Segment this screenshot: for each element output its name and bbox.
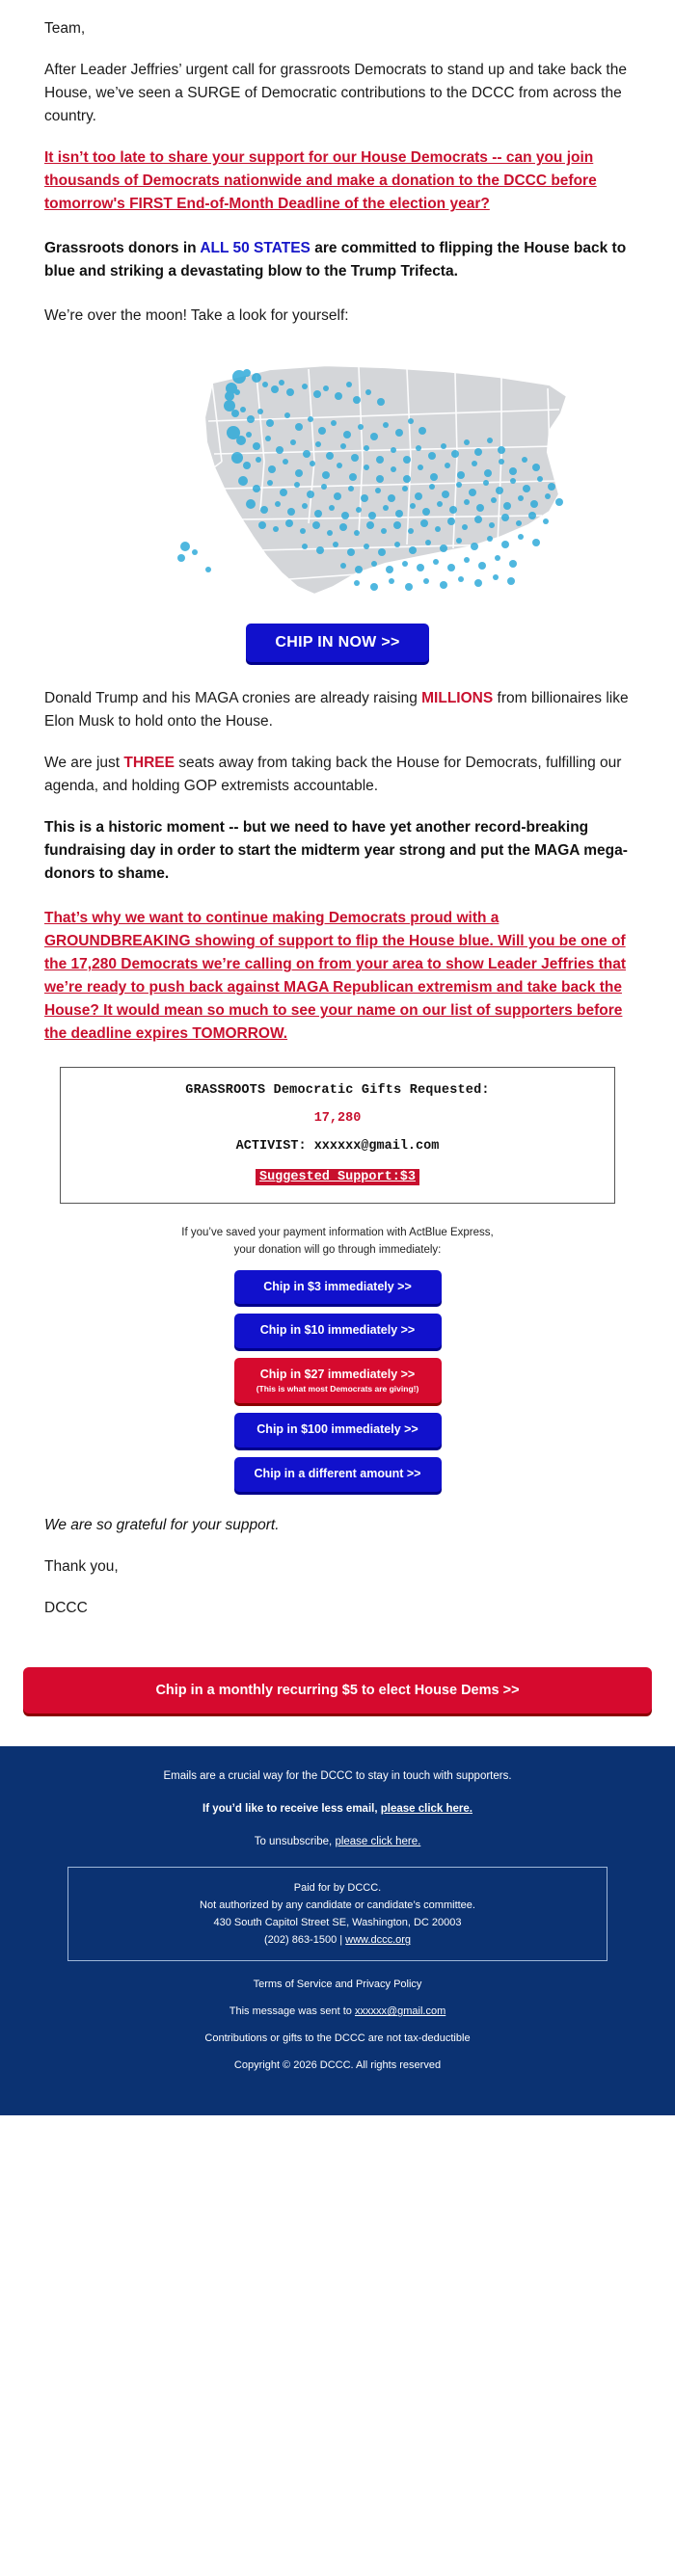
- map-donor-dot: [365, 389, 371, 395]
- express-note-line1: If you’ve saved your payment information with ActBlue Express,: [181, 1227, 494, 1239]
- disclaimer-not-authorized: Not authorized by any candidate or candidate’s committee.: [200, 1899, 475, 1911]
- map-donor-dot: [503, 502, 511, 510]
- three-highlight: THREE: [123, 755, 175, 772]
- states-highlight: ALL 50 STATES: [200, 240, 310, 257]
- footer-line-unsubscribe: [39, 1833, 636, 1850]
- map-donor-dot: [501, 514, 509, 521]
- map-donor-dot: [405, 583, 413, 591]
- map-donor-dot: [337, 463, 342, 468]
- map-donor-dot: [478, 562, 486, 570]
- chip-in-now-row: [44, 624, 631, 662]
- map-donor-dot: [340, 443, 346, 449]
- map-donor-dot: [383, 505, 389, 511]
- amount-row-3: [44, 1413, 631, 1447]
- groundbreaking-link-paragraph[interactable]: That’s why we want to continue making Democrats proud with a GROUNDBREAKING showing of support to flip the House blue. Will you be one of the 17,280 Democrats we’re calling on from your area to show Leader Jeffries that we’re ready to push back against MAGA Republican extremism and take back the House? It would mean so much to see your name on our list of supporters before the deadline expires TOMORROW.: [44, 910, 626, 1043]
- map-donor-dot: [310, 461, 315, 466]
- map-donor-dot: [425, 540, 431, 545]
- less-email-link[interactable]: please click here.: [380, 1803, 472, 1816]
- map-donor-dot: [180, 542, 190, 551]
- map-donor-dot: [313, 390, 321, 398]
- map-donor-dot: [286, 388, 294, 396]
- map-donor-dot: [285, 519, 293, 527]
- map-donor-dot: [335, 392, 342, 400]
- gift-receipt-box: [60, 1067, 615, 1204]
- map-donor-dot: [509, 560, 517, 568]
- monthly-recurring-button[interactable]: Chip in a monthly recurring $5 to elect House Dems >>: [23, 1667, 652, 1713]
- footer-line-less-email: [39, 1800, 636, 1818]
- map-donor-dot: [522, 457, 527, 463]
- map-donor-dot: [493, 574, 499, 580]
- map-donor-dot: [449, 506, 457, 514]
- disclaimer-contact: [76, 1931, 599, 1949]
- map-donor-dot: [265, 436, 271, 441]
- map-donor-dot: [474, 516, 482, 523]
- map-donor-dot: [302, 384, 308, 389]
- map-donor-dot: [253, 485, 260, 492]
- map-donor-dot: [262, 382, 268, 387]
- disclaimer-address: 430 South Capitol Street SE, Washington, DC 20003: [213, 1917, 462, 1929]
- map-donor-dot: [418, 427, 426, 435]
- amount-row-2: [44, 1358, 631, 1403]
- map-donor-dot: [402, 561, 408, 567]
- amount-row-0: [44, 1270, 631, 1305]
- map-donor-dot: [358, 424, 364, 430]
- map-donor-dot: [247, 415, 255, 423]
- map-donor-dot: [355, 566, 363, 573]
- map-donor-dot: [532, 464, 540, 471]
- receipt-activist: [70, 1139, 605, 1154]
- map-donor-dot: [341, 512, 349, 519]
- map-donor-dot: [428, 452, 436, 460]
- map-donor-dot: [445, 463, 450, 468]
- map-donor-dot: [314, 510, 322, 518]
- map-donor-dot: [246, 499, 256, 509]
- map-donor-dot: [312, 521, 320, 529]
- map-donor-dot: [364, 544, 369, 549]
- map-donor-dot: [507, 577, 515, 585]
- map-donor-dot: [224, 400, 235, 412]
- map-donor-dot: [346, 382, 352, 387]
- map-donor-dot: [394, 542, 400, 547]
- receipt-count: 17,280: [313, 1111, 362, 1127]
- map-donor-dot: [351, 454, 359, 462]
- map-donor-dot: [326, 452, 334, 460]
- map-donor-dot: [457, 471, 465, 479]
- map-donor-dot: [318, 427, 326, 435]
- receipt-header: GRASSROOTS Democratic Gifts Requested:: [185, 1083, 490, 1099]
- map-donor-dot: [302, 544, 308, 549]
- three-post: seats away from taking back the House for Democrats, fulfilling our agenda, and holding GOP extremists accountable.: [44, 755, 622, 795]
- map-donor-dot: [334, 492, 341, 500]
- map-donor-dot: [356, 507, 362, 513]
- map-donor-dot: [393, 521, 401, 529]
- map-donor-dot: [271, 385, 279, 393]
- unsub-pre: To unsubscribe,: [254, 1836, 336, 1848]
- map-donor-dot: [555, 498, 563, 506]
- donate-other-label: Chip in a different amount >>: [254, 1466, 421, 1480]
- signature-line: DCCC: [44, 1599, 88, 1616]
- map-donor-dot: [395, 429, 403, 437]
- map-donor-dot: [256, 457, 261, 463]
- donate-27-button[interactable]: [234, 1358, 442, 1403]
- map-donor-dot: [246, 432, 252, 438]
- map-donor-dot: [267, 480, 273, 486]
- map-donor-dot: [243, 369, 251, 377]
- chip-in-now-button[interactable]: CHIP IN NOW >>: [246, 624, 428, 662]
- map-donor-dot: [516, 520, 522, 526]
- map-donor-dot: [408, 418, 414, 424]
- donor-map: [44, 346, 631, 606]
- suggested-support-link[interactable]: Suggested Support:$3: [256, 1169, 419, 1185]
- map-donor-dot: [275, 501, 281, 507]
- map-donor-dot: [442, 491, 449, 498]
- map-donor-dot: [268, 465, 276, 473]
- map-donor-dot: [543, 518, 549, 524]
- map-donor-dot: [537, 476, 543, 482]
- all-states-paragraph: [44, 237, 631, 283]
- trump-pre: Donald Trump and his MAGA cronies are already raising: [44, 690, 422, 707]
- map-donor-dot: [205, 567, 211, 572]
- sent-to-email-link[interactable]: xxxxxx@gmail.com: [354, 2005, 446, 2018]
- map-donor-dot: [435, 526, 441, 532]
- map-donor-dot: [333, 542, 338, 547]
- map-donor-dot: [403, 456, 411, 464]
- map-donor-dot: [476, 504, 484, 512]
- map-donor-dot: [283, 459, 288, 465]
- map-donor-dot: [290, 439, 296, 445]
- map-donor-dot: [501, 541, 509, 548]
- map-donor-dot: [279, 380, 284, 385]
- map-donor-dot: [545, 493, 551, 499]
- map-donor-dot: [177, 554, 185, 562]
- map-donor-dot: [523, 485, 530, 492]
- map-donor-dot: [487, 438, 493, 443]
- map-donor-dot: [349, 473, 357, 481]
- map-donor-dot: [354, 530, 360, 536]
- map-donor-dot: [300, 528, 306, 534]
- map-donor-dot: [499, 459, 504, 465]
- map-donor-dot: [253, 442, 260, 450]
- map-donor-dot: [456, 482, 462, 488]
- map-donor-dot: [308, 416, 313, 422]
- footer-sent-to: [39, 2005, 636, 2017]
- map-donor-dot: [391, 466, 396, 472]
- map-donor-dot: [243, 462, 251, 469]
- express-note-line2: your donation will go through immediately:: [233, 1243, 442, 1256]
- map-donor-dot: [354, 580, 360, 586]
- map-donor-dot: [315, 441, 321, 447]
- donation-amount-list: [44, 1270, 631, 1492]
- map-donor-dot: [225, 391, 234, 401]
- trump-post: from billionaires like Elon Musk to hold onto the House.: [44, 690, 629, 730]
- map-donor-dot: [498, 446, 505, 454]
- thanks-line: Thank you,: [44, 1557, 119, 1575]
- map-donor-dot: [386, 566, 393, 573]
- grateful-line: We are so grateful for your support.: [44, 1516, 280, 1533]
- donate-100-button[interactable]: [234, 1413, 442, 1447]
- sent-to-pre: This message was sent to: [229, 2005, 355, 2018]
- less-email-pre: If you’d like to receive less email,: [202, 1803, 381, 1816]
- donate-10-button[interactable]: [234, 1314, 442, 1348]
- map-donor-dot: [323, 385, 329, 391]
- map-donor-dot: [347, 548, 355, 556]
- map-donor-dot: [321, 484, 327, 490]
- donate-other-button[interactable]: [234, 1457, 442, 1492]
- salutation: Team,: [44, 20, 86, 37]
- unsubscribe-link[interactable]: please click here.: [335, 1836, 421, 1848]
- footer-line-emails: Emails are a crucial way for the DCCC to stay in touch with supporters.: [163, 1769, 512, 1782]
- map-donor-dot: [364, 465, 369, 470]
- donate-27-label: Chip in $27 immediately >>: [259, 1368, 416, 1382]
- map-donor-dot: [327, 530, 333, 536]
- map-donor-dot: [276, 446, 284, 454]
- map-donor-dot: [462, 524, 468, 530]
- red-cta-link-paragraph[interactable]: It isn’t too late to share your support for our House Democrats -- can you join thousands of Democrats nationwide and make a donation to the DCCC before tomorrow's FIRST End-of-Month Deadline of the election year?: [44, 149, 597, 213]
- map-donor-dot: [474, 579, 482, 587]
- map-donor-dot: [364, 445, 369, 451]
- map-donor-dot: [464, 439, 470, 445]
- express-note: [44, 1225, 631, 1259]
- map-donor-dot: [348, 486, 354, 491]
- map-donor-dot: [548, 483, 555, 491]
- disclaimer-paid-for: Paid for by DCCC.: [293, 1881, 382, 1894]
- map-donor-dot: [284, 412, 290, 418]
- map-donor-dot: [238, 476, 248, 486]
- map-donor-dot: [408, 528, 414, 534]
- map-donor-dot: [528, 512, 536, 519]
- map-donor-dot: [474, 448, 482, 456]
- map-donor-dot: [302, 503, 308, 509]
- map-donor-dot: [430, 473, 438, 481]
- map-donor-dot: [383, 422, 389, 428]
- map-donor-dot: [307, 491, 314, 498]
- map-donor-dot: [456, 538, 462, 544]
- map-donor-dot: [376, 456, 384, 464]
- map-donor-dot: [447, 564, 455, 571]
- map-donor-dot: [451, 450, 459, 458]
- map-donor-dot: [433, 559, 439, 565]
- donate-3-button[interactable]: [234, 1270, 442, 1305]
- map-donor-dot: [440, 544, 447, 552]
- map-donor-dot: [532, 539, 540, 546]
- map-donor-dot: [378, 548, 386, 556]
- paid-for-disclaimer: [68, 1867, 608, 1962]
- map-donor-dot: [240, 407, 246, 412]
- map-donor-dot: [409, 546, 417, 554]
- map-donor-dot: [280, 489, 287, 496]
- map-donor-dot: [458, 576, 464, 582]
- map-donor-dot: [391, 447, 396, 453]
- map-donor-dot: [464, 499, 470, 505]
- map-donor-dot: [231, 410, 239, 417]
- map-donor-dot: [441, 443, 446, 449]
- map-donor-dot: [471, 543, 478, 550]
- map-donor-dot: [418, 465, 423, 470]
- map-donor-dot: [491, 497, 497, 503]
- map-donor-dot: [420, 519, 428, 527]
- map-donor-dot: [429, 484, 435, 490]
- map-donor-dot: [415, 492, 422, 500]
- map-donor-dot: [518, 534, 524, 540]
- disclaimer-phone: (202) 863-1500 |: [263, 1934, 346, 1947]
- map-donor-dot: [294, 482, 300, 488]
- footer-copyright: Copyright © 2026 DCCC. All rights reserved: [233, 2059, 442, 2072]
- map-donor-dot: [530, 500, 538, 508]
- map-donor-dot: [410, 503, 416, 509]
- map-donor-dot: [389, 578, 394, 584]
- map-donor-dot: [258, 521, 266, 529]
- three-pre: We are just: [44, 755, 124, 772]
- map-donor-dot: [343, 431, 351, 438]
- map-donor-dot: [402, 486, 408, 491]
- email-footer: [0, 1746, 675, 2116]
- map-donor-dot: [447, 518, 455, 525]
- map-donor-dot: [303, 450, 310, 458]
- amount-row-1: [44, 1314, 631, 1348]
- intro-paragraph: After Leader Jeffries’ urgent call for grassroots Democrats to stand up and take back the House, we’ve seen a SURGE of Democratic contributions to the DCCC from across the country.: [44, 62, 627, 125]
- map-donor-dot: [417, 564, 424, 571]
- map-donor-dot: [464, 557, 470, 563]
- donate-27-sublabel: (This is what most Democrats are giving!): [256, 1383, 419, 1394]
- us-map-svg: [68, 346, 608, 606]
- activist-email: xxxxxx@gmail.com: [313, 1139, 440, 1155]
- monthly-recurring-row: [0, 1638, 675, 1746]
- map-donor-dot: [322, 471, 330, 479]
- map-donor-dot: [295, 469, 303, 477]
- trump-paragraph: [44, 687, 631, 733]
- map-donor-dot: [469, 489, 476, 496]
- map-donor-dot: [495, 555, 500, 561]
- footer-tax-note: Contributions or gifts to the DCCC are not tax-deductible: [204, 2032, 471, 2045]
- map-donor-dot: [472, 461, 477, 466]
- historic-paragraph: This is a historic moment -- but we need to have yet another record-breaking fundraising day in order to start the midterm year strong and put the MAGA mega-donors to shame.: [44, 819, 628, 883]
- map-donor-dot: [375, 488, 381, 493]
- map-donor-dot: [484, 469, 492, 477]
- map-donor-dot: [395, 510, 403, 518]
- map-donor-dot: [377, 398, 385, 406]
- map-donor-dot: [273, 526, 279, 532]
- map-donor-dot: [295, 423, 303, 431]
- map-donor-dot: [353, 396, 361, 404]
- donate-10-label: Chip in $10 immediately >>: [259, 1323, 416, 1338]
- map-donor-dot: [371, 561, 377, 567]
- map-donor-dot: [381, 528, 387, 534]
- look-line: We’re over the moon! Take a look for yourself:: [44, 307, 349, 325]
- map-donor-dot: [329, 505, 335, 511]
- map-donor-dot: [496, 487, 503, 494]
- map-donor-dot: [376, 475, 384, 483]
- amount-row-4: [44, 1457, 631, 1492]
- map-donor-dot: [518, 495, 524, 501]
- map-donor-dot: [422, 508, 430, 516]
- millions-highlight: MILLIONS: [421, 690, 494, 707]
- map-donor-dot: [510, 478, 516, 484]
- map-donor-dot: [370, 583, 378, 591]
- donate-100-label: Chip in $100 immediately >>: [256, 1422, 418, 1437]
- map-donor-dot: [316, 546, 324, 554]
- map-donor-dot: [287, 508, 295, 516]
- map-donor-dot: [487, 536, 493, 542]
- map-donor-dot: [257, 409, 263, 414]
- map-donor-dot: [192, 549, 198, 555]
- map-donor-dot: [388, 494, 395, 502]
- states-post: are committed to flipping the House back to blue and striking a devastating blow to the Trump Trifecta.: [44, 240, 627, 280]
- map-donor-dot: [252, 373, 261, 383]
- donate-3-label: Chip in $3 immediately >>: [263, 1279, 412, 1293]
- map-donor-dot: [231, 452, 243, 464]
- footer-terms: Terms of Service and Privacy Policy: [253, 1978, 422, 1991]
- map-donor-dot: [340, 563, 346, 569]
- map-donor-dot: [403, 475, 411, 483]
- map-donor-dot: [483, 480, 489, 486]
- map-donor-dot: [509, 467, 517, 475]
- activist-label: ACTIVIST:: [235, 1139, 307, 1155]
- map-donor-dot: [234, 389, 240, 395]
- map-donor-dot: [423, 578, 429, 584]
- map-donor-dot: [366, 521, 374, 529]
- map-donor-dot: [416, 445, 421, 451]
- map-donor-dot: [236, 436, 246, 445]
- map-donor-dot: [339, 523, 347, 531]
- three-seats-paragraph: [44, 752, 631, 798]
- map-donor-dot: [440, 581, 447, 589]
- map-donor-dot: [266, 419, 274, 427]
- map-donor-dot: [437, 501, 443, 507]
- map-donor-dot: [489, 522, 495, 528]
- map-donor-dot: [361, 494, 368, 502]
- map-donor-dot: [260, 506, 268, 514]
- states-pre: Grassroots donors in: [44, 240, 201, 257]
- map-donor-dot: [331, 420, 337, 426]
- map-donor-dot: [370, 433, 378, 440]
- dccc-website-link[interactable]: www.dccc.org: [345, 1934, 412, 1947]
- map-donor-dot: [368, 512, 376, 519]
